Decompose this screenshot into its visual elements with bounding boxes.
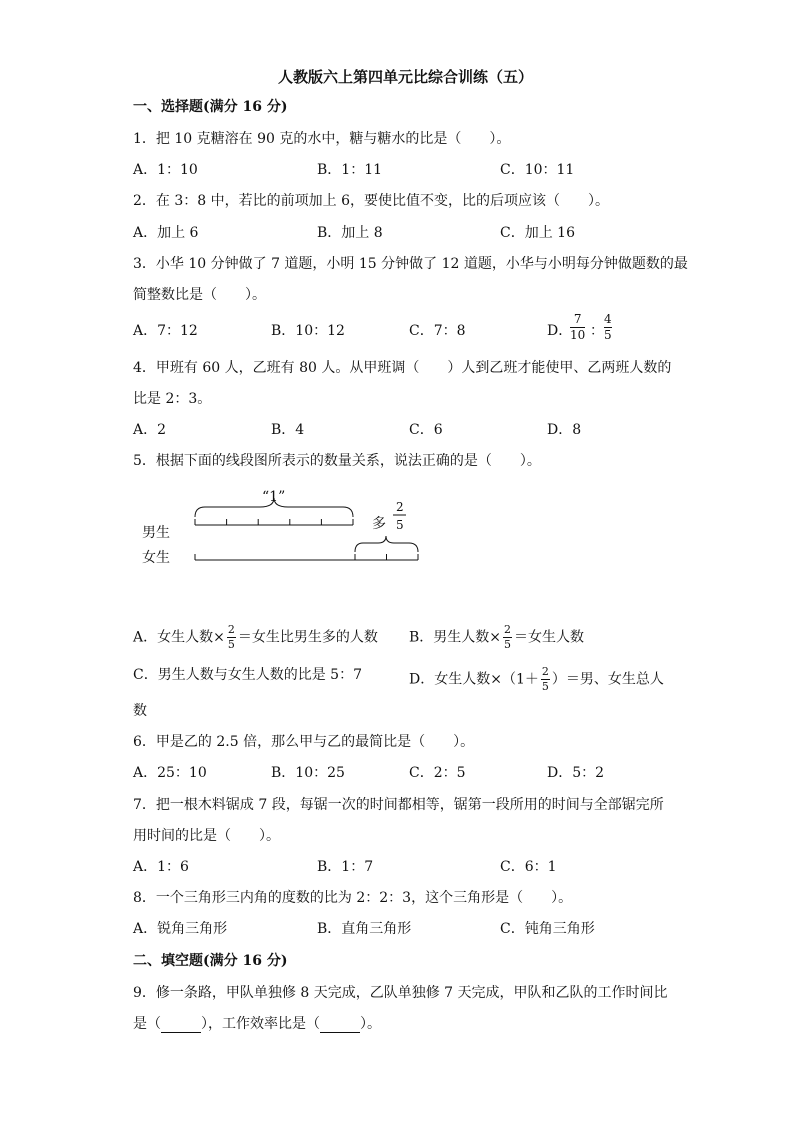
question-3-option-d-fraction-1: [570, 313, 585, 342]
question-1-option-a[interactable]: A．1：10: [133, 162, 198, 178]
question-4-stem-line1: 4．甲班有 60 人，乙班有 80 人。从甲班调（ ）人到乙班才能使甲、乙两班人数的: [133, 360, 672, 376]
question-4-option-a[interactable]: A．2: [133, 422, 167, 438]
fraction: [227, 624, 236, 651]
question-text: 是（: [133, 1016, 161, 1032]
boys-top-brace: [195, 498, 353, 517]
question-7-option-c[interactable]: C．6：1: [500, 859, 557, 875]
option-text: B．男生人数×: [409, 629, 502, 646]
question-5-stem: 5．根据下面的线段图所表示的数量关系，说法正确的是（ ）。: [133, 453, 541, 469]
question-8-option-a[interactable]: A．锐角三角形: [133, 921, 228, 937]
section-fill-blank-heading: 二、填空题(满分 16 分): [133, 953, 288, 969]
question-3-option-c[interactable]: C．7：8: [409, 323, 466, 339]
question-3-option-d-fraction-2: [604, 313, 612, 342]
question-6-option-d[interactable]: D．5：2: [547, 765, 605, 781]
diagram-boys-label: 男生: [142, 525, 170, 541]
question-5-option-c[interactable]: C．男生人数与女生人数的比是 5：7: [133, 667, 362, 683]
question-7-stem-line2: 用时间的比是（ ）。: [133, 828, 280, 844]
fraction-numerator: 2: [541, 665, 549, 678]
option-text: ）＝男、女生总人: [551, 671, 664, 688]
question-9-stem-line1: 9．修一条路，甲队单独修 8 天完成，乙队单独修 7 天完成，甲队和乙队的工作时间比: [133, 985, 668, 1001]
question-2-option-a[interactable]: A．加上 6: [133, 225, 199, 241]
question-3-option-a[interactable]: A．7：12: [133, 323, 198, 339]
option-text: ＝女生人数: [514, 629, 585, 646]
question-6-option-c[interactable]: C．2：5: [409, 765, 466, 781]
question-1-stem: 1．把 10 克糖溶在 90 克的水中，糖与糖水的比是（ ）。: [133, 131, 511, 147]
fraction-denominator: 5: [604, 328, 612, 342]
diagram-more-numerator: 2: [396, 500, 404, 514]
option-text: A．女生人数×: [133, 629, 225, 646]
question-2-option-b[interactable]: B．加上 8: [317, 225, 383, 241]
question-9-stem-line2: [133, 1015, 381, 1033]
question-8-stem: 8．一个三角形三内角的度数的比为 2：2：3，这个三角形是（ ）。: [133, 890, 573, 906]
question-3-stem-line2: 简整数比是（ ）。: [133, 287, 266, 303]
question-4-option-d[interactable]: D．8: [547, 422, 582, 438]
question-8-option-c[interactable]: C．钝角三角形: [500, 921, 595, 937]
question-5-option-d[interactable]: [409, 666, 664, 693]
answer-blank-time-ratio[interactable]: [161, 1018, 201, 1033]
question-1-option-b[interactable]: B．1：11: [317, 162, 383, 178]
question-4-option-b[interactable]: B．4: [271, 422, 305, 438]
question-3-option-d[interactable]: D．: [547, 323, 573, 339]
line-segment-diagram: [130, 480, 430, 580]
diagram-more-denominator: 5: [396, 518, 404, 532]
option-text: ＝女生比男生多的人数: [237, 629, 378, 646]
diagram-girls-label: 女生: [142, 550, 170, 566]
question-5-option-a[interactable]: [133, 624, 378, 651]
question-6-stem: 6．甲是乙的 2.5 倍，那么甲与乙的最简比是（ ）。: [133, 734, 475, 750]
question-3-stem-line1: 3．小华 10 分钟做了 7 道题，小明 15 分钟做了 12 道题，小华与小明每分钟做题数的最: [133, 256, 688, 272]
question-4-option-c[interactable]: C．6: [409, 422, 443, 438]
question-5-option-b[interactable]: [409, 624, 584, 651]
fraction-numerator: 4: [604, 312, 612, 326]
girls-extra-brace: [355, 536, 418, 552]
question-6-option-a[interactable]: A．25：10: [133, 765, 207, 781]
question-7-option-b[interactable]: B．1：7: [317, 859, 374, 875]
question-5-option-d-continued: 数: [133, 703, 147, 719]
question-4-stem-line2: 比是 2：3。: [133, 391, 212, 407]
question-3-option-d-colon: ：: [590, 323, 604, 339]
fraction-denominator: 10: [570, 328, 586, 342]
fraction-denominator: 5: [541, 680, 549, 693]
fraction: [541, 666, 550, 693]
option-text: D．女生人数×（1＋: [409, 671, 539, 688]
question-6-option-b[interactable]: B．10：25: [271, 765, 345, 781]
question-1-option-c[interactable]: C．10：11: [500, 162, 575, 178]
question-8-option-b[interactable]: B．直角三角形: [317, 921, 412, 937]
fraction-denominator: 5: [227, 638, 235, 651]
diagram-one-label: “1”: [262, 489, 286, 505]
page-title: 人教版六上第四单元比综合训练（五）: [278, 68, 534, 86]
fraction-denominator: 5: [504, 638, 512, 651]
question-7-stem-line1: 7．把一根木料锯成 7 段，每锯一次的时间都相等，锯第一段所用的时间与全部锯完所: [133, 797, 664, 813]
section-choice-heading: 一、选择题(满分 16 分): [133, 99, 288, 115]
fraction-numerator: 2: [227, 623, 235, 636]
question-7-option-a[interactable]: A．1：6: [133, 859, 189, 875]
question-2-option-c[interactable]: C．加上 16: [500, 225, 575, 241]
fraction-numerator: 7: [573, 312, 582, 326]
question-2-stem: 2．在 3：8 中，若比的前项加上 6，要使比值不变，比的后项应该（ ）。: [133, 193, 609, 209]
question-3-option-b[interactable]: B．10：12: [271, 323, 345, 339]
answer-blank-efficiency-ratio[interactable]: [320, 1018, 360, 1033]
fraction: [503, 624, 512, 651]
question-text: ）。: [360, 1016, 381, 1032]
question-text: ），工作效率比是（: [201, 1016, 320, 1032]
diagram-more-label: 多: [372, 516, 386, 532]
fraction-numerator: 2: [504, 623, 512, 636]
